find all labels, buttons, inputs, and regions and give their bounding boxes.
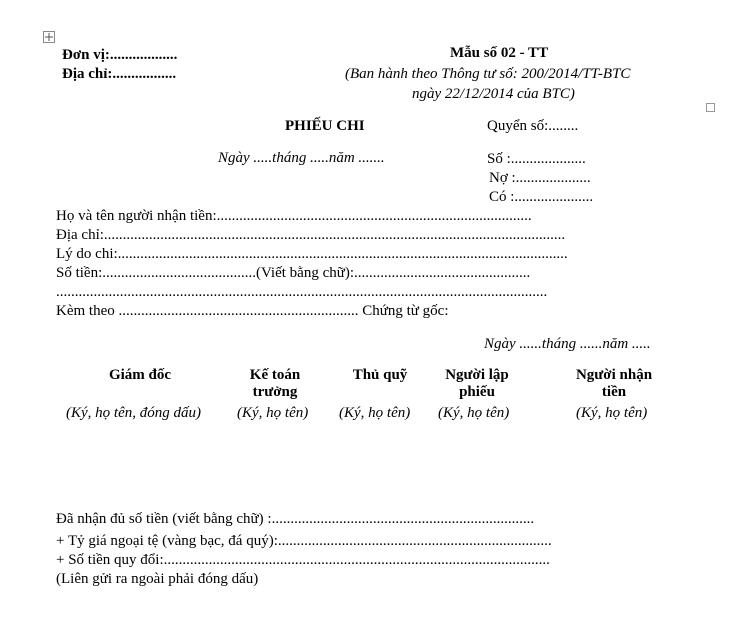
recipient-address-field: Địa chỉ:........................................................................................................................... [56, 227, 566, 243]
signature-role-preparer: Người lập phiếu [445, 367, 509, 400]
address-label: Địa chỉ:................. [62, 66, 177, 82]
debit-account: Nợ :.................... [489, 170, 591, 186]
recipient-name-field: Họ và tên người nhận tiền:.................................................................................... [56, 208, 532, 224]
voucher-number: Số :.................... [487, 151, 586, 167]
signature-role-cashier: Thủ quỹ [352, 367, 408, 383]
converted-amount-field: + Số tiền quy đổi:....................................................................................................... [56, 552, 550, 568]
payment-reason-field: Lý do chi:........................................................................................................................ [56, 246, 568, 262]
issued-by-line1: (Ban hành theo Thông tư số: 200/2014/TT-BTC [345, 66, 631, 82]
issued-by-line2: ngày 22/12/2014 của BTC) [412, 86, 575, 102]
signature-note-director: (Ký, họ tên, đóng dấu) [66, 405, 201, 421]
signature-note-recipient: (Ký, họ tên) [576, 405, 648, 421]
signature-note-preparer: (Ký, họ tên) [438, 405, 510, 421]
signature-date: Ngày ......tháng ......năm ..... [484, 336, 651, 352]
unit-label: Đơn vị:.................. [62, 47, 178, 63]
signature-role-recipient: Người nhận tiền [575, 367, 653, 400]
document-date: Ngày .....tháng .....năm ....... [218, 150, 385, 166]
table-move-handle-icon[interactable] [43, 31, 55, 43]
stamp-note: (Liên gửi ra ngoài phải đóng dấu) [56, 571, 259, 587]
amount-field: Số tiền:.........................................(Viết bằng chữ):............................................... [56, 265, 531, 281]
signature-note-cashier: (Ký, họ tên) [339, 405, 411, 421]
signature-role-director: Giám đốc [108, 367, 172, 383]
document-title: PHIẾU CHI [285, 118, 365, 134]
received-amount-field: Đã nhận đủ số tiền (viết bằng chữ) :...................................................................... [56, 511, 535, 527]
form-number: Mẫu số 02 - TT [450, 45, 549, 61]
amount-continuation-field: ................................................................................................................................... [56, 284, 548, 300]
attachments-field: Kèm theo ................................................................ Chứng từ gốc: [56, 303, 449, 319]
text-boundary-marker-icon [706, 103, 715, 112]
exchange-rate-field: + Tỷ giá ngoại tệ (vàng bạc, đá quý):......................................................................... [56, 533, 552, 549]
credit-account: Có :..................... [489, 189, 594, 205]
book-number: Quyển số:........ [487, 118, 579, 134]
signature-role-chief-accountant: Kế toán trưởng [249, 367, 301, 400]
signature-note-chief-accountant: (Ký, họ tên) [237, 405, 309, 421]
